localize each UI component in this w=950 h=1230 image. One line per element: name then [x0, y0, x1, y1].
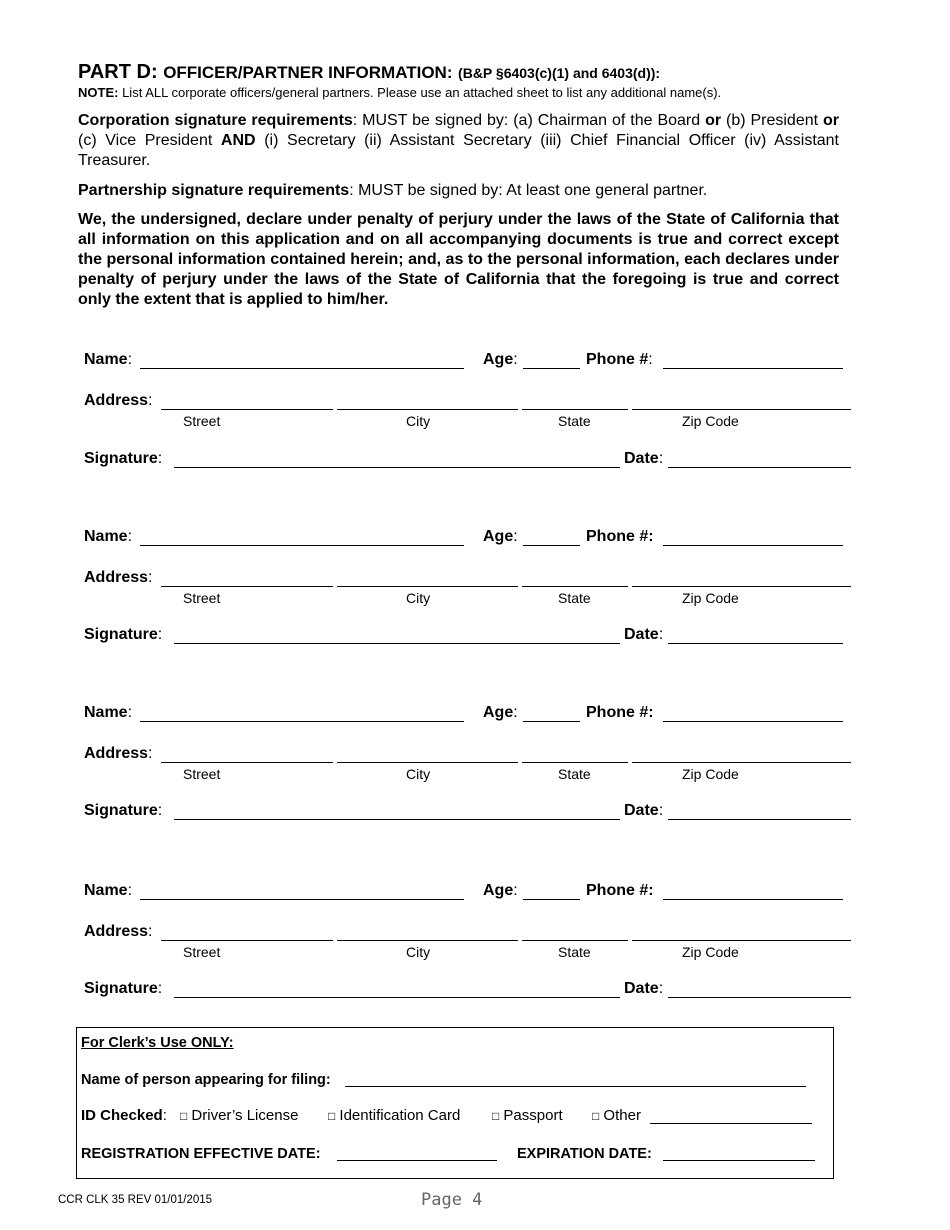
address-label: Address:: [84, 745, 153, 762]
name-label: Name:: [84, 704, 133, 721]
date-input[interactable]: [668, 643, 843, 644]
signature-label: Signature:: [84, 450, 163, 467]
date-label: Date:: [624, 450, 664, 467]
phone-label: Phone #:: [586, 528, 654, 545]
date-input[interactable]: [668, 819, 851, 820]
registration-date-input[interactable]: [337, 1160, 497, 1161]
state-input[interactable]: [522, 586, 628, 587]
city-input[interactable]: [337, 940, 518, 941]
passport-checkbox[interactable]: □ Passport: [492, 1107, 563, 1124]
date-label: Date:: [624, 980, 664, 997]
note: NOTE: List ALL corporate officers/general partners. Please use an attached sheet to list any additional name(s).: [78, 85, 722, 100]
phone-label: Phone #:: [586, 882, 654, 899]
state-input[interactable]: [522, 762, 628, 763]
city-input[interactable]: [337, 762, 518, 763]
street-input[interactable]: [161, 762, 333, 763]
state-caption: State: [558, 413, 591, 429]
id-checked-label: ID Checked:: [81, 1107, 167, 1124]
other-input[interactable]: [650, 1123, 812, 1124]
clerk-heading: For Clerk’s Use ONLY:: [81, 1035, 234, 1051]
page-number: Page 4: [421, 1190, 483, 1210]
age-input[interactable]: [523, 899, 580, 900]
zip-caption: Zip Code: [682, 590, 739, 606]
name-label: Name:: [84, 528, 133, 545]
age-label: Age:: [483, 528, 518, 545]
street-input[interactable]: [161, 940, 333, 941]
age-label: Age:: [483, 704, 518, 721]
name-label: Name:: [84, 351, 133, 368]
address-label: Address:: [84, 923, 153, 940]
phone-label: Phone #:: [586, 704, 654, 721]
name-input[interactable]: [140, 368, 464, 369]
street-input[interactable]: [161, 586, 333, 587]
form-id: CCR CLK 35 REV 01/01/2015: [58, 1194, 213, 1206]
zip-input[interactable]: [632, 940, 851, 941]
signature-input[interactable]: [174, 643, 620, 644]
signature-input[interactable]: [174, 997, 620, 998]
date-label: Date:: [624, 626, 664, 643]
statute-reference: (B&P §6403(c)(1) and 6403(d)):: [458, 65, 661, 81]
state-caption: State: [558, 590, 591, 606]
declaration: We, the undersigned, declare under penalty of perjury under the laws of the State of California that all information on this application and on all accompanying documents is true and correct except the personal information contained herein; and, as to the personal information, each declares under penalty of perjury under the laws of the State of California that the foregoing is true and correct only the extent that is applied to him/her.: [78, 211, 839, 308]
page-title: [78, 60, 660, 85]
identification-card-checkbox[interactable]: □ Identification Card: [328, 1107, 461, 1124]
age-label: Age:: [483, 882, 518, 899]
part-label: PART D:: [78, 61, 158, 83]
age-input[interactable]: [523, 545, 580, 546]
phone-input[interactable]: [663, 545, 843, 546]
person-appearing-input[interactable]: [345, 1086, 806, 1087]
street-caption: Street: [183, 590, 221, 606]
signature-label: Signature:: [84, 626, 163, 643]
city-caption: City: [406, 590, 431, 606]
age-label: Age:: [483, 351, 518, 368]
date-label: Date:: [624, 802, 664, 819]
date-input[interactable]: [668, 997, 851, 998]
street-input[interactable]: [161, 409, 333, 410]
person-appearing-label: Name of person appearing for filing:: [81, 1072, 331, 1088]
zip-input[interactable]: [632, 409, 851, 410]
zip-caption: Zip Code: [682, 766, 739, 782]
signature-input[interactable]: [174, 819, 620, 820]
state-input[interactable]: [522, 940, 628, 941]
signature-input[interactable]: [174, 467, 620, 468]
name-label: Name:: [84, 882, 133, 899]
name-input[interactable]: [140, 899, 464, 900]
street-caption: Street: [183, 413, 221, 429]
state-caption: State: [558, 944, 591, 960]
city-input[interactable]: [337, 586, 518, 587]
address-label: Address:: [84, 392, 153, 409]
phone-input[interactable]: [663, 368, 843, 369]
city-caption: City: [406, 944, 431, 960]
state-input[interactable]: [522, 409, 628, 410]
age-input[interactable]: [523, 721, 580, 722]
section-title: OFFICER/PARTNER INFORMATION:: [163, 63, 453, 82]
signature-label: Signature:: [84, 802, 163, 819]
zip-input[interactable]: [632, 586, 851, 587]
address-label: Address:: [84, 569, 153, 586]
name-input[interactable]: [140, 721, 464, 722]
expiration-date-label: EXPIRATION DATE:: [517, 1146, 652, 1162]
date-input[interactable]: [668, 467, 851, 468]
zip-caption: Zip Code: [682, 413, 739, 429]
signature-label: Signature:: [84, 980, 163, 997]
age-input[interactable]: [523, 368, 580, 369]
zip-input[interactable]: [632, 762, 851, 763]
zip-caption: Zip Code: [682, 944, 739, 960]
other-checkbox[interactable]: □ Other: [592, 1107, 641, 1124]
city-input[interactable]: [337, 409, 518, 410]
partnership-requirements: Partnership signature requirements: MUST be signed by: At least one general partner.: [78, 182, 708, 199]
street-caption: Street: [183, 766, 221, 782]
phone-input[interactable]: [663, 899, 843, 900]
expiration-date-input[interactable]: [663, 1160, 815, 1161]
phone-input[interactable]: [663, 721, 843, 722]
registration-date-label: REGISTRATION EFFECTIVE DATE:: [81, 1146, 321, 1162]
drivers-license-checkbox[interactable]: □ Driver’s License: [180, 1107, 299, 1124]
corporation-requirements: Corporation signature requirements: MUST be signed by: (a) Chairman of the Board or (b) President or (c) Vice President AND (i) Secretary (ii) Assistant Secretary (iii) Chief Financial Officer (iv) Assistant Treasurer.: [78, 112, 840, 169]
city-caption: City: [406, 413, 431, 429]
state-caption: State: [558, 766, 591, 782]
name-input[interactable]: [140, 545, 464, 546]
street-caption: Street: [183, 944, 221, 960]
phone-label: Phone #:: [586, 351, 653, 368]
city-caption: City: [406, 766, 431, 782]
